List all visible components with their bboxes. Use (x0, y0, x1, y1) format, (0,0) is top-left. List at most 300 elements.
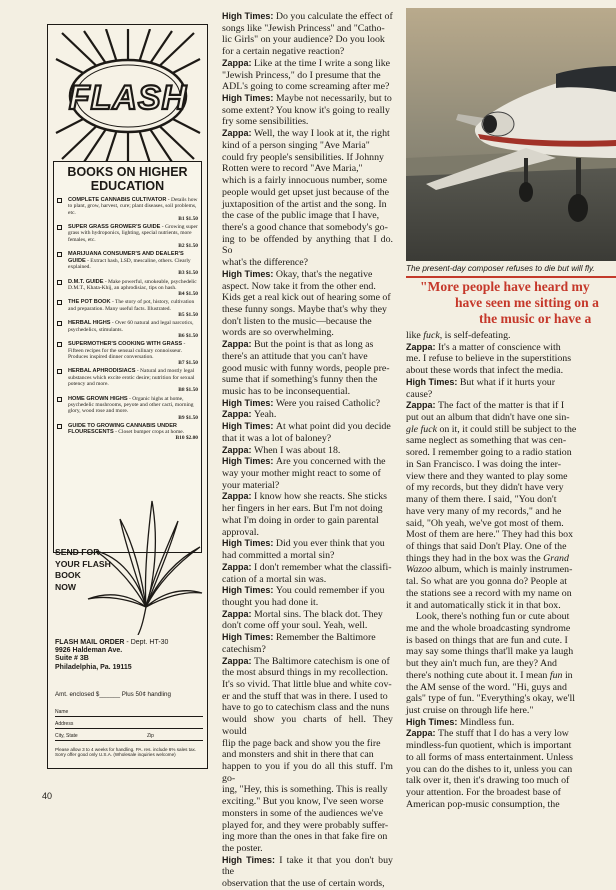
body-text: in San Francisco. I was doing the inter- (406, 458, 562, 470)
middle-column-line (222, 140, 393, 152)
book-checkbox[interactable] (57, 321, 62, 326)
body-text: American pop-music consumption, the (406, 798, 560, 810)
right-column-line (406, 471, 616, 483)
body-text: me and the whole broadcasting syndrome (406, 622, 571, 634)
body-text: ing more than the ones in that fake fire on (222, 831, 388, 843)
middle-column-line (222, 808, 393, 820)
book-price: B3 $1.50 (178, 270, 198, 277)
book-checkbox[interactable] (57, 424, 62, 429)
body-text: sume that if something's funny then the (222, 374, 378, 386)
body-text: put out an album that didn't have one sin- (406, 412, 570, 424)
middle-column-line (222, 386, 393, 398)
flash-logo (54, 29, 202, 163)
middle-column-line (222, 257, 393, 269)
book-checkbox[interactable] (57, 397, 62, 402)
body-text: there's nothing cute about it. I mean (406, 669, 550, 681)
speaker-label: Zappa: (222, 128, 255, 139)
middle-column-line (222, 269, 393, 281)
right-column-line (406, 506, 616, 518)
speaker-label: High Times: (222, 456, 276, 467)
middle-column-line (222, 281, 393, 293)
send-line: BOOK (55, 570, 81, 581)
interview-column-middle (222, 11, 393, 890)
speaker-label: Zappa: (222, 491, 255, 502)
middle-column-line (222, 152, 393, 164)
middle-column-line (222, 187, 393, 199)
book-item (54, 341, 201, 366)
right-column-line (406, 400, 616, 412)
body-text: album, which is mainly instrumen- (431, 564, 573, 576)
body-text: The stuff that I do has a very low (438, 728, 569, 740)
right-column-line (406, 447, 616, 459)
book-price: B6 $1.50 (178, 332, 198, 339)
body-text: lic Girls" on your audience? Do you look (222, 34, 385, 46)
book-item (54, 299, 201, 318)
middle-column-line (222, 58, 393, 70)
body-text: but they ain't much fun, are they? And (406, 658, 557, 670)
middle-column-line (222, 23, 393, 35)
pull-quote-line: the music or have a (479, 311, 592, 326)
body-text: cause? (406, 388, 433, 400)
body-text: just cruise on through life here." (406, 705, 534, 716)
body-text: Were you raised Catholic? (275, 397, 381, 409)
book-title: MARIJUANA CONSUMER'S AND DEALER'S GUIDE (68, 251, 184, 264)
right-column-line (406, 764, 616, 776)
middle-column-line (222, 679, 393, 691)
right-column-line (406, 553, 616, 565)
body-text: don't come off your soul. Yeah, well. (222, 620, 368, 632)
body-text: me. I refuse to believe in the superstitions (406, 353, 572, 365)
body-text: But the point is that as long as (254, 339, 374, 351)
body-text: many of them there. I said, "You don't (406, 494, 557, 506)
books-list (54, 197, 201, 442)
middle-column-line (222, 468, 393, 480)
right-column-line (406, 342, 616, 354)
name-field: Name (55, 709, 203, 717)
speaker-label: Zappa: (222, 608, 255, 619)
body-text: had committed a mortal sin? (222, 550, 335, 562)
body-text: there's a good chance that somebody's go- (222, 221, 388, 233)
body-text: gals" type of fun. "Everything's okay, we'll (406, 693, 575, 705)
body-text: view there and they wanted to play some (406, 470, 568, 482)
body-text: I don't remember what the classifi- (254, 561, 392, 573)
body-text: Yeah. (254, 409, 277, 421)
middle-column-line (222, 210, 393, 222)
middle-column-line (222, 175, 393, 187)
middle-column-line (222, 81, 393, 93)
body-text: is based on things that are fun and cute. I (406, 634, 568, 646)
middle-column-line (222, 316, 393, 328)
middle-column-line (222, 199, 393, 211)
right-column-line (406, 799, 616, 811)
send-line: YOUR FLASH (55, 558, 111, 569)
middle-column-line (222, 691, 393, 703)
body-text: may say some things that'll make ya laugh (406, 646, 574, 658)
book-price: B1 $1.50 (178, 215, 198, 222)
book-item (54, 224, 201, 249)
body-text: Maybe not necessarily, but to (275, 93, 392, 105)
mail-title: FLASH MAIL ORDER (55, 639, 125, 646)
flash-book-ad (47, 24, 208, 769)
book-item (54, 251, 201, 276)
middle-column-line (222, 656, 393, 668)
right-column-line (406, 564, 616, 576)
body-text: the AM sense of the word. "Hi, guys and (406, 681, 567, 693)
right-column-line (406, 353, 616, 365)
body-text: ing, "Hey, this is something. This is really (222, 784, 388, 796)
body-text: her fingers in her ears. But I'm not doing (222, 503, 383, 515)
middle-column-line (222, 644, 393, 656)
city-field-label: City, State (55, 733, 78, 739)
body-text: , is self-defeating. (439, 330, 511, 341)
book-title: D.M.T. GUIDE (68, 278, 104, 285)
emphasis-text: fun (549, 669, 563, 681)
body-text: way your mother might react to some of (222, 468, 381, 480)
pull-quote-line: "More people have heard my (420, 279, 590, 294)
body-text: Rotten were to record "Ave Maria," (222, 163, 363, 175)
book-price: B9 $1.50 (178, 414, 198, 421)
speaker-label: High Times: (222, 421, 276, 432)
body-text: er and the stuff that was in there. I used to (222, 690, 388, 702)
middle-column-line (222, 527, 393, 539)
right-column-line (406, 365, 616, 377)
book-checkbox[interactable] (57, 252, 62, 257)
body-text: could fry people's sensibilities. If Johnny (222, 151, 384, 163)
zip-field-label: Zip (147, 733, 154, 739)
jet-airplane-photo (406, 8, 616, 261)
middle-column-line (222, 562, 393, 574)
book-description: - Extract hash, LSD, mescaline, others. Clearly explained. (68, 257, 191, 270)
order-note: Please allow 3 to 4 weeks for handling. PA. res. include 6% sales tax. Sorry offer good only U.S.A. (Wholesale inquiries welcome) (55, 747, 197, 758)
right-column-line (406, 623, 616, 635)
speaker-label: High Times: (222, 268, 276, 279)
middle-column-line (222, 11, 393, 23)
body-text: played for, and they were probably suffer- (222, 819, 389, 831)
middle-column-line (222, 749, 393, 761)
interview-column-right (406, 330, 616, 810)
body-text: and monsters and shit in there that can (222, 749, 374, 761)
middle-column-line (222, 784, 393, 796)
body-text: on it, it could still be subject to the (436, 423, 577, 435)
right-column-line (406, 330, 616, 342)
body-text: your attention. For the broadest base of (406, 787, 561, 799)
book-price: B2 $1.50 (178, 243, 198, 250)
body-text: It's so vivid. That little blue and white cov- (222, 678, 392, 690)
body-text: what's the difference? (222, 257, 309, 269)
middle-column-line (222, 374, 393, 386)
right-column-line (406, 787, 616, 799)
body-text: Remember the Baltimore (275, 632, 376, 644)
body-text: catechism? (222, 643, 266, 655)
middle-column-line (222, 105, 393, 117)
right-column-line (406, 775, 616, 787)
mail-street: 9926 Haldeman Ave. (55, 647, 123, 655)
middle-column-line (222, 93, 393, 105)
body-text: music has to be inconsequential. (222, 386, 351, 397)
body-text: Look, there's nothing fun or cute about (406, 611, 570, 623)
middle-column-line (222, 878, 393, 890)
book-description: - Fifteen recipes for the sensual culinary connoisseur. Produces inspired dinner conversation. (68, 341, 186, 360)
body-text: juxtaposition of the artist and the song. In (222, 198, 387, 210)
right-column-line (406, 705, 616, 717)
book-checkbox[interactable] (57, 280, 62, 285)
pull-quote-line: have seen me sitting on a (455, 295, 599, 310)
middle-column-line (222, 128, 393, 140)
speaker-label: High Times: (222, 632, 276, 643)
middle-column-line (222, 855, 393, 878)
book-checkbox[interactable] (57, 198, 62, 203)
speaker-label: High Times: (222, 397, 276, 408)
body-text: Most of them are here." They had this box (406, 529, 574, 541)
body-text: Are you concerned with the (275, 456, 386, 468)
body-text: approval. (222, 526, 260, 538)
speaker-label: Zappa: (406, 341, 439, 352)
middle-column-line (222, 433, 393, 445)
body-text: the poster. (222, 843, 263, 855)
book-checkbox[interactable] (57, 300, 62, 305)
body-text: you can do the dishes to it, unless you can (406, 763, 573, 775)
body-text: talk over it, then it's drawing too much of (406, 775, 570, 787)
middle-column-line (222, 820, 393, 832)
books-title: BOOKS ON HIGHER EDUCATION (67, 165, 188, 193)
middle-column-line (222, 363, 393, 375)
speaker-label: High Times: (222, 854, 280, 865)
body-text: would show you charts of hell. They would (222, 714, 393, 737)
book-description: - Details how to plant, grow, harvest, cure; plant diseases, soil problems, etc. (68, 197, 198, 216)
book-title: SUPER GRASS GROWER'S GUIDE (68, 224, 161, 231)
pull-quote (406, 276, 616, 328)
book-price: B4 $1.50 (178, 291, 198, 298)
body-text: what I'm doing in order to gain parental (222, 514, 379, 526)
emphasis-text: fuck (423, 330, 440, 341)
middle-column-line (222, 503, 393, 515)
middle-column-line (222, 70, 393, 82)
middle-column-line (222, 304, 393, 316)
body-text: have very many of my records," and he (406, 505, 562, 517)
body-text: have to go to catechism class and the nuns (222, 702, 390, 714)
body-text: "Jewish Princess," do I presume that the (222, 69, 381, 81)
right-column-line (406, 728, 616, 740)
send-line: SEND FOR (55, 547, 100, 557)
middle-column-line (222, 831, 393, 843)
right-column-line (406, 646, 616, 658)
book-description: - Natural and mostly legal substances which excite erotic desire; nutrition for sexual potency and more. (68, 368, 195, 388)
right-column-line (406, 588, 616, 600)
emphasis-text: Grand (543, 552, 569, 564)
book-description: - Closet bumper crops at home. (113, 429, 185, 436)
body-text: flip the page back and show you the fire (222, 737, 381, 749)
middle-column-line (222, 843, 393, 855)
body-text: sored. I remember going to a radio station (406, 447, 572, 459)
body-text: which is a fairly innocuous number, some (222, 175, 387, 187)
mail-suite: Suite # 3B (55, 655, 89, 663)
send-for-book-callout (55, 547, 130, 593)
right-column-line (406, 717, 616, 729)
book-description: - Organic highs at home, psychedelic mushrooms, peyote and other cacti, morning glory, wood rose and more. (68, 395, 194, 415)
send-line: NOW (55, 581, 77, 592)
book-title: HERBAL APHRODISIACS (68, 368, 136, 375)
book-item (54, 368, 201, 393)
body-text: Mindless fun. (459, 716, 515, 728)
body-text: The Baltimore catechism is one of (254, 655, 390, 667)
right-column-line (406, 389, 616, 401)
right-column-line (406, 494, 616, 506)
speaker-label: High Times: (406, 716, 460, 727)
body-text: ADL's going to come screaming after me? (222, 81, 390, 93)
right-column-line (406, 693, 616, 705)
body-text: that it was a lot of baloney? (222, 432, 332, 444)
middle-column-line (222, 46, 393, 58)
body-text: You could remember if you (275, 585, 385, 597)
speaker-label: Zappa: (406, 728, 439, 739)
body-text: good music with funny words, people pre- (222, 362, 390, 374)
book-description: - Over 60 natural and legal narcotics, psychedelics, stimulants. (68, 320, 194, 333)
middle-column-line (222, 585, 393, 597)
speaker-label: High Times: (222, 585, 276, 596)
body-text: I take it that you don't buy the (222, 854, 393, 878)
speaker-label: High Times: (222, 11, 276, 21)
middle-column-line (222, 421, 393, 433)
right-column-line (406, 377, 616, 389)
mail-order-address (55, 639, 203, 672)
body-text: observation that the use of certain words, (222, 878, 385, 890)
body-text: tal. So what are you gonna do? People at (406, 576, 567, 588)
body-text: ing to be offended by anything that I do. So (222, 233, 393, 257)
middle-column-line (222, 163, 393, 175)
body-text: Do you calculate the effect of (275, 11, 393, 22)
middle-column-line (222, 667, 393, 679)
emphasis-text: gle fuck (406, 423, 437, 435)
body-text: things they had in the box was the (406, 552, 544, 564)
body-text: in (562, 669, 573, 681)
body-text: Well, the way I look at it, the right (254, 128, 390, 140)
book-title: THE POT BOOK (68, 299, 111, 306)
book-checkbox[interactable] (57, 225, 62, 230)
book-price: B10 $2.00 (175, 435, 198, 442)
right-column-line (406, 658, 616, 670)
pull-quote-rule (406, 276, 616, 278)
middle-column-line (222, 761, 393, 784)
emphasis-text: Wazoo (406, 564, 432, 576)
right-column-line (406, 518, 616, 530)
middle-column-line (222, 609, 393, 621)
body-text: songs like "Jewish Princess" and "Catho- (222, 22, 385, 34)
middle-column-line (222, 327, 393, 339)
body-text: thought you had done it. (222, 596, 319, 608)
right-column-line (406, 541, 616, 553)
body-text: Did you ever think that you (275, 538, 385, 550)
book-description: - Make powerful, smokeable, psychedelic D.M.T., Khata-Khij, an aphrodisiac, tips on hash. (68, 278, 197, 291)
right-column-line (406, 635, 616, 647)
book-item (54, 279, 201, 298)
right-column-line (406, 600, 616, 612)
body-text: kind of a person singing "Ave Maria" (222, 139, 370, 151)
speaker-label: High Times: (406, 376, 460, 387)
middle-column-line (222, 339, 393, 351)
right-column-line (406, 424, 616, 436)
middle-column-line (222, 222, 393, 234)
body-text: At what point did you decide (275, 421, 391, 433)
body-text: to all forms of mass entertainment. Unless (406, 751, 574, 763)
speaker-label: Zappa: (222, 339, 255, 350)
right-column-line (406, 435, 616, 447)
middle-column-line (222, 632, 393, 644)
address-field: Address (55, 721, 203, 729)
middle-column-line (222, 480, 393, 492)
right-column-line (406, 752, 616, 764)
mail-dept: - Dept. HT-30 (124, 639, 169, 646)
body-text: When I was about 18. (254, 444, 341, 456)
middle-column-line (222, 538, 393, 550)
body-text: these funny songs. Maybe that's why they (222, 303, 387, 315)
middle-column-line (222, 351, 393, 363)
book-description: - The story of pot, history, cultivation and preparation. Many useful facts. Illustrated. (68, 299, 195, 312)
middle-column-line (222, 738, 393, 750)
middle-column-line (222, 34, 393, 46)
body-text: about these words that infect the media. (406, 365, 564, 377)
middle-column-line (222, 550, 393, 562)
right-column-line (406, 611, 616, 623)
right-column-line (406, 482, 616, 494)
middle-column-line (222, 445, 393, 457)
photo-caption: The present-day composer refuses to die but will fly. (406, 264, 595, 273)
middle-column-line (222, 398, 393, 410)
body-text: the most absurd things in my recollection. (222, 667, 388, 679)
middle-column-line (222, 491, 393, 503)
body-text: Okay, that's the negative (275, 268, 373, 280)
middle-column-line (222, 292, 393, 304)
mail-city: Philadelphia, Pa. 19115 (55, 663, 132, 671)
body-text: said, "Oh yeah, we've got most of them. (406, 517, 564, 529)
speaker-label: Zappa: (222, 444, 255, 455)
body-text: Mortal sins. The black dot. They (254, 608, 383, 620)
book-checkbox[interactable] (57, 369, 62, 374)
middle-column-line (222, 456, 393, 468)
amount-enclosed-line: Amt. enclosed $______ Plus 50¢ handling (55, 691, 171, 698)
body-text: of things that said Don't Play. One of the (406, 540, 567, 552)
book-description: - Growing super grass with hydroponics, lighting, special nutrients, more females, etc. (68, 224, 198, 243)
body-text: mindless-fun quotient, which is important (406, 740, 572, 752)
body-text: Like at the time I write a song like (254, 57, 391, 69)
city-state-field (55, 733, 203, 741)
speaker-label: Zappa: (222, 655, 255, 666)
body-text: of my records, but they didn't have very (406, 482, 564, 494)
body-text: for a certain negative reaction? (222, 46, 345, 58)
book-title: HERBAL HIGHS (68, 320, 111, 327)
speaker-label: Zappa: (222, 57, 255, 68)
body-text: But what if it hurts your (459, 376, 556, 388)
body-text: fry some sensibilities. (222, 116, 309, 128)
book-item (54, 396, 201, 421)
middle-column-line (222, 574, 393, 586)
right-column-line (406, 682, 616, 694)
body-text: words are so overwhelming. (222, 327, 334, 339)
right-column-line (406, 740, 616, 752)
book-title: COMPLETE CANNABIS CULTIVATOR (68, 197, 167, 203)
body-text: happen to you if you do all this stuff. I'm go- (222, 761, 393, 784)
speaker-label: High Times: (222, 93, 276, 104)
body-text: The fact of the matter is that if I (438, 400, 565, 412)
middle-column-line (222, 234, 393, 257)
book-item (54, 423, 201, 442)
body-text: monsters in some of the audiences we've (222, 807, 383, 819)
body-text: exciting." But you know, I've seen worse (222, 796, 384, 808)
middle-column-line (222, 796, 393, 808)
book-item (54, 197, 201, 222)
book-checkbox[interactable] (57, 342, 62, 347)
speaker-label: High Times: (222, 538, 276, 549)
body-text: Kids get a real kick out of hearing some of (222, 292, 391, 304)
